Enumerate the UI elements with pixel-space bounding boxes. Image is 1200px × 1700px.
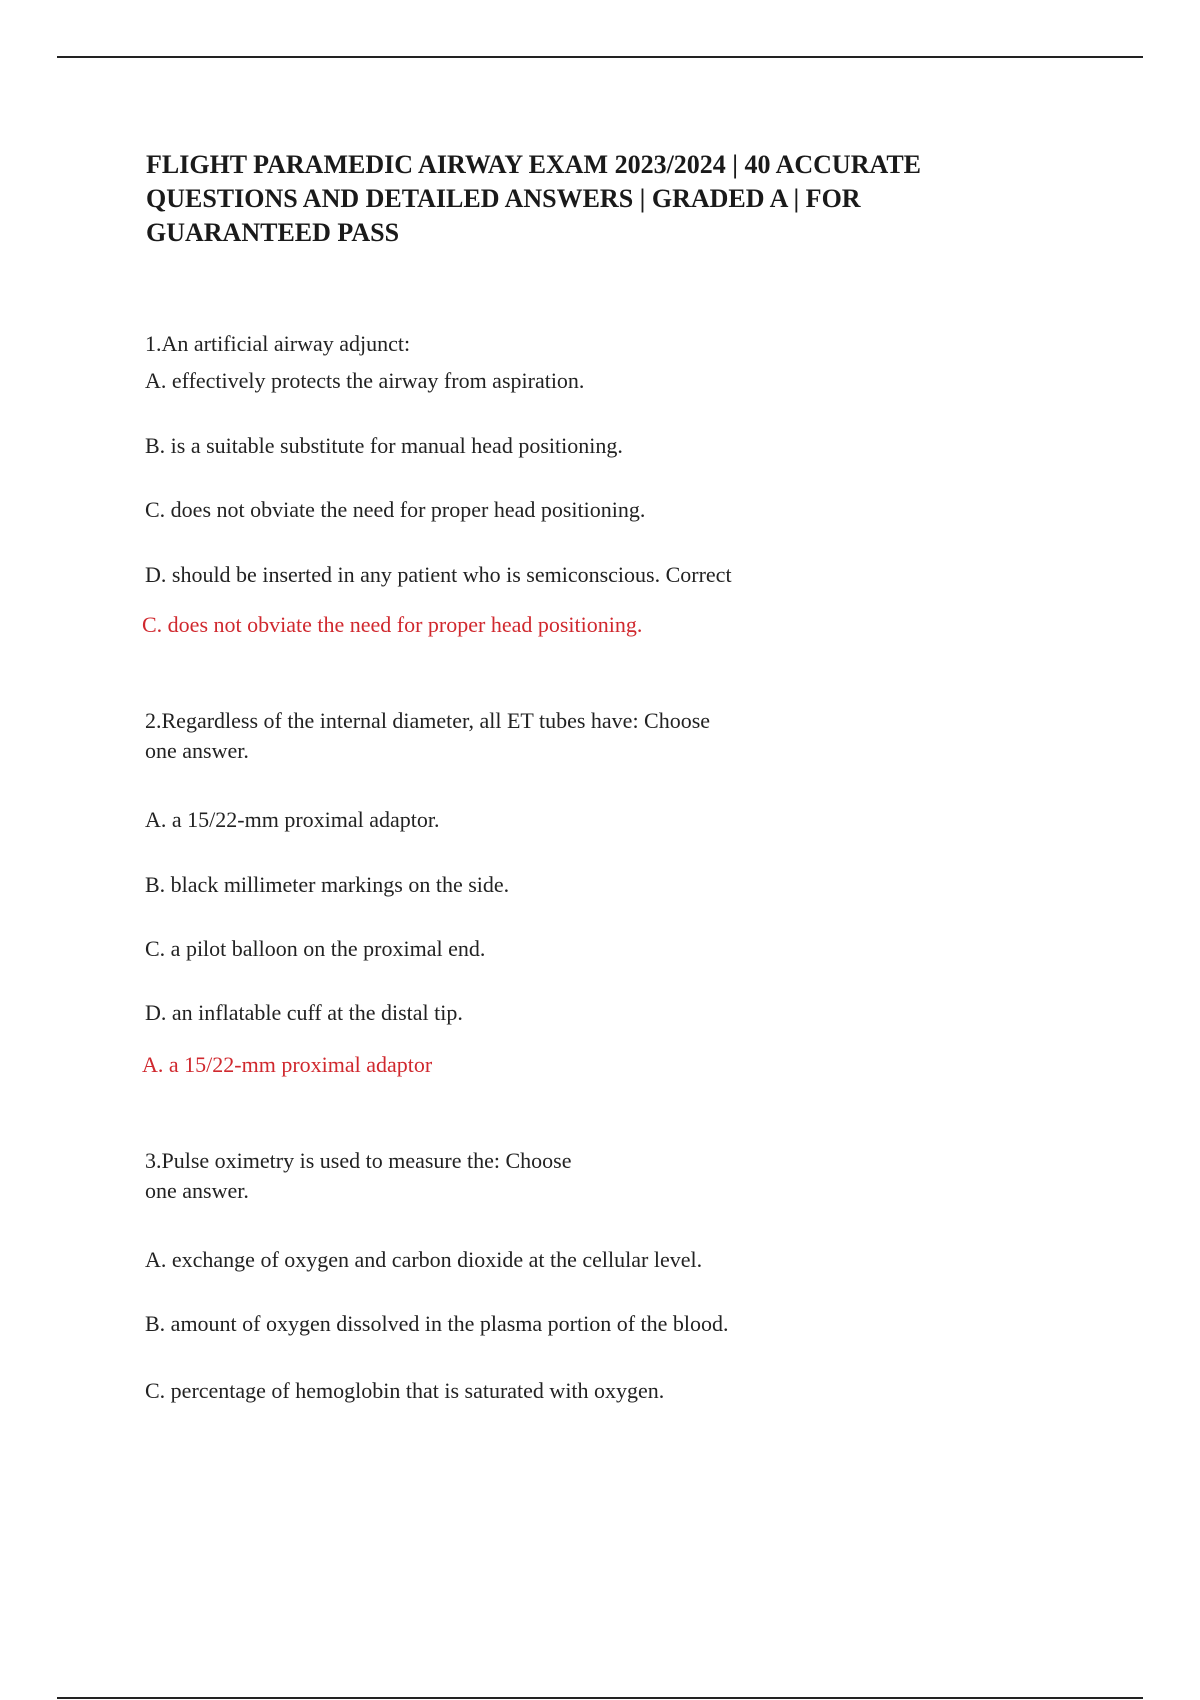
question-1-answer: C. does not obviate the need for proper head positioning. xyxy=(142,612,643,637)
question-1-option-d: D. should be inserted in any patient who is semiconscious. Correct xyxy=(145,562,732,587)
question-1-option-c: C. does not obviate the need for proper head positioning. xyxy=(145,497,646,522)
question-3-option-a: A. exchange of oxygen and carbon dioxide at the cellular level. xyxy=(145,1247,703,1272)
question-1-option-b: B. is a suitable substitute for manual head positioning. xyxy=(145,433,623,458)
question-3-option-b: B. amount of oxygen dissolved in the plasma portion of the blood. xyxy=(145,1311,729,1336)
question-3-prompt-line-2: one answer. xyxy=(145,1178,249,1203)
title-line: FLIGHT PARAMEDIC AIRWAY EXAM 2023/2024 | 40 ACCURATE xyxy=(146,150,921,179)
question-1-prompt: 1.An artificial airway adjunct: xyxy=(145,331,411,356)
question-2-option-d: D. an inflatable cuff at the distal tip. xyxy=(145,1000,463,1025)
title-line: QUESTIONS AND DETAILED ANSWERS | GRADED A | FOR xyxy=(146,184,861,213)
question-3-option-c: C. percentage of hemoglobin that is saturated with oxygen. xyxy=(145,1378,665,1403)
question-2-option-a: A. a 15/22-mm proximal adaptor. xyxy=(145,807,440,832)
question-2-prompt-line-1: 2.Regardless of the internal diameter, all ET tubes have: Choose xyxy=(145,708,711,733)
title-line: GUARANTEED PASS xyxy=(146,218,400,247)
top-rule xyxy=(57,56,1143,58)
bottom-rule xyxy=(57,1697,1143,1699)
question-2-prompt-line-2: one answer. xyxy=(145,738,249,763)
question-2-answer: A. a 15/22-mm proximal adaptor xyxy=(142,1052,433,1077)
question-2-option-c: C. a pilot balloon on the proximal end. xyxy=(145,936,486,961)
document-title xyxy=(146,148,1046,250)
question-2-option-b: B. black millimeter markings on the side. xyxy=(145,872,510,897)
question-1-option-a: A. effectively protects the airway from aspiration. xyxy=(145,368,585,393)
question-3-prompt-line-1: 3.Pulse oximetry is used to measure the: Choose xyxy=(145,1148,572,1173)
